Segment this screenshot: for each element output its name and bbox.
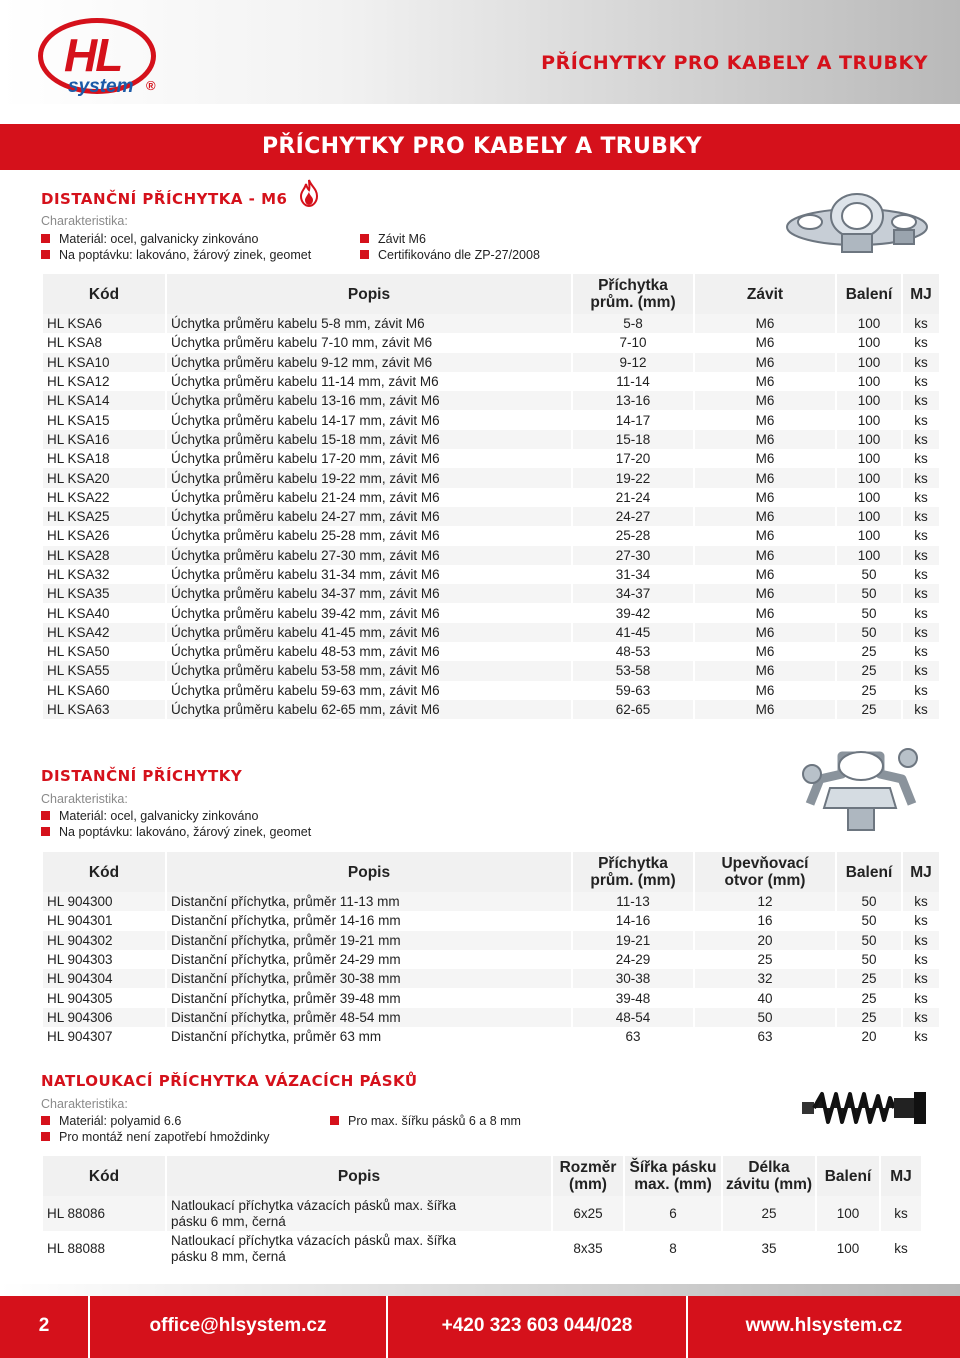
- table-cell: 19-22: [573, 468, 693, 487]
- table-cell: M6: [695, 565, 835, 584]
- table-cell: ks: [903, 391, 939, 410]
- table-cell: 25: [837, 700, 901, 719]
- table-cell: 63: [695, 1027, 835, 1046]
- table-row: [43, 584, 939, 603]
- bullet-item: Na poptávku: lakováno, žárový zinek, geomet: [41, 825, 311, 839]
- table-cell: HL 904306: [43, 1008, 165, 1027]
- table-cell: 30-38: [573, 969, 693, 988]
- table-cell: Úchytka průměru kabelu 13-16 mm, závit M6: [167, 391, 571, 410]
- table-cell: HL KSA8: [43, 333, 165, 352]
- table-cell: 25: [695, 950, 835, 969]
- table-row: [43, 969, 939, 988]
- table-cell: ks: [903, 1027, 939, 1046]
- table-cell: 8x35: [553, 1231, 623, 1266]
- table-cell: Úchytka průměru kabelu 48-53 mm, závit M6: [167, 642, 571, 661]
- column-header: MJ: [903, 274, 939, 314]
- column-header: Balení: [837, 274, 901, 314]
- table-cell: HL 904301: [43, 911, 165, 930]
- table-cell: ks: [903, 700, 939, 719]
- column-header: Popis: [167, 1156, 551, 1196]
- table-cell: HL KSA42: [43, 623, 165, 642]
- table-cell: HL 88086: [43, 1196, 165, 1231]
- column-header: Popis: [167, 274, 571, 314]
- table-cell: 50: [837, 584, 901, 603]
- table-cell: Distanční příchytka, průměr 14-16 mm: [167, 911, 571, 930]
- table-cell: 25: [837, 661, 901, 680]
- table-cell: 62-65: [573, 700, 693, 719]
- table-cell: 13-16: [573, 391, 693, 410]
- table-cell: M6: [695, 700, 835, 719]
- table-cell: Distanční příchytka, průměr 39-48 mm: [167, 988, 571, 1007]
- table-cell: M6: [695, 314, 835, 333]
- table-cell: Úchytka průměru kabelu 14-17 mm, závit M6: [167, 410, 571, 429]
- table-cell: HL 904302: [43, 931, 165, 950]
- table-cell: M6: [695, 526, 835, 545]
- product-image-distance-clip-m6: [782, 182, 932, 262]
- table-cell: Distanční příchytka, průměr 63 mm: [167, 1027, 571, 1046]
- table-cell: 15-18: [573, 430, 693, 449]
- footer-phone-link[interactable]: +420 323 603 044/028: [441, 1315, 633, 1336]
- table-cell: 39-48: [573, 988, 693, 1007]
- table-cell: HL 904304: [43, 969, 165, 988]
- table-cell: ks: [903, 661, 939, 680]
- table-cell: Úchytka průměru kabelu 53-58 mm, závit M6: [167, 661, 571, 680]
- table-cell: Úchytka průměru kabelu 59-63 mm, závit M6: [167, 681, 571, 700]
- table-cell: Distanční příchytka, průměr 48-54 mm: [167, 1008, 571, 1027]
- table-cell: 20: [837, 1027, 901, 1046]
- product-image-distance-clips: [790, 744, 930, 838]
- table-cell: 100: [837, 430, 901, 449]
- table-cell: ks: [903, 988, 939, 1007]
- table-cell: 53-58: [573, 661, 693, 680]
- table-cell: HL 88088: [43, 1231, 165, 1266]
- table-cell: 100: [837, 391, 901, 410]
- section-title-tie-mount: NATLOUKACÍ PŘÍCHYTKA VÁZACÍCH PÁSKŮ: [41, 1072, 418, 1090]
- table-cell: Natloukací příchytka vázacích pásků max. šířka pásku 8 mm, černá: [167, 1231, 551, 1266]
- header-title: PŘÍCHYTKY PRO KABELY A TRUBKY: [541, 52, 928, 74]
- table-cell: ks: [903, 488, 939, 507]
- table-cell: ks: [903, 892, 939, 911]
- bullet-item: Materiál: ocel, galvanicky zinkováno: [41, 809, 258, 823]
- table-cell: 100: [837, 410, 901, 429]
- table-cell: HL KSA12: [43, 372, 165, 391]
- table-row: [43, 314, 939, 333]
- table-cell: Úchytka průměru kabelu 25-28 mm, závit M6: [167, 526, 571, 545]
- table-cell: ks: [903, 642, 939, 661]
- table-cell: 34-37: [573, 584, 693, 603]
- column-header: Délka závitu (mm): [723, 1156, 815, 1196]
- table-cell: Distanční příchytka, průměr 30-38 mm: [167, 969, 571, 988]
- table-cell: 25: [837, 1008, 901, 1027]
- characteristics-label: Charakteristika:: [41, 214, 128, 228]
- table-cell: HL KSA20: [43, 468, 165, 487]
- table-cell: 12: [695, 892, 835, 911]
- table-cell: M6: [695, 333, 835, 352]
- characteristics-label: Charakteristika:: [41, 1097, 128, 1111]
- table-cell: Úchytka průměru kabelu 41-45 mm, závit M6: [167, 623, 571, 642]
- table-row: [43, 623, 939, 642]
- table-row: [43, 353, 939, 372]
- column-header: Upevňovací otvor (mm): [695, 852, 835, 892]
- table-cell: 5-8: [573, 314, 693, 333]
- table-cell: 100: [817, 1196, 879, 1231]
- table-cell: ks: [903, 603, 939, 622]
- table-cell: ks: [881, 1196, 921, 1231]
- table-row: [43, 892, 939, 911]
- table-cell: Distanční příchytka, průměr 24-29 mm: [167, 950, 571, 969]
- table-cell: M6: [695, 546, 835, 565]
- table-cell: ks: [903, 430, 939, 449]
- table-cell: 48-53: [573, 642, 693, 661]
- table-cell: HL 904307: [43, 1027, 165, 1046]
- table-row: [43, 449, 939, 468]
- table-cell: M6: [695, 430, 835, 449]
- table-cell: 41-45: [573, 623, 693, 642]
- table-cell: M6: [695, 584, 835, 603]
- table-cell: ks: [903, 565, 939, 584]
- page-number: 2: [38, 1315, 50, 1336]
- table-cell: 100: [837, 314, 901, 333]
- table-cell: 100: [837, 353, 901, 372]
- table-cell: 40: [695, 988, 835, 1007]
- table-distance-clip-m6: [41, 274, 941, 719]
- table-cell: Úchytka průměru kabelu 5-8 mm, závit M6: [167, 314, 571, 333]
- column-header: MJ: [881, 1156, 921, 1196]
- table-cell: ks: [903, 584, 939, 603]
- column-header: Kód: [43, 1156, 165, 1196]
- table-cell: 63: [573, 1027, 693, 1046]
- product-image-tie-mount: [800, 1088, 930, 1128]
- table-cell: M6: [695, 372, 835, 391]
- table-cell: 50: [837, 911, 901, 930]
- table-cell: Úchytka průměru kabelu 11-14 mm, závit M6: [167, 372, 571, 391]
- table-cell: ks: [903, 333, 939, 352]
- table-cell: ks: [903, 911, 939, 930]
- table-cell: Úchytka průměru kabelu 27-30 mm, závit M6: [167, 546, 571, 565]
- table-row: [43, 372, 939, 391]
- table-cell: Úchytka průměru kabelu 39-42 mm, závit M6: [167, 603, 571, 622]
- table-cell: ks: [903, 314, 939, 333]
- table-cell: M6: [695, 353, 835, 372]
- column-header: Závit: [695, 274, 835, 314]
- column-header: MJ: [903, 852, 939, 892]
- bullet-item: Pro max. šířku pásků 6 a 8 mm: [330, 1114, 521, 1128]
- table-cell: 100: [837, 526, 901, 545]
- table-cell: 14-16: [573, 911, 693, 930]
- table-cell: Úchytka průměru kabelu 24-27 mm, závit M6: [167, 507, 571, 526]
- table-cell: M6: [695, 391, 835, 410]
- table-row: [43, 488, 939, 507]
- table-cell: Distanční příchytka, průměr 19-21 mm: [167, 931, 571, 950]
- table-cell: Úchytka průměru kabelu 9-12 mm, závit M6: [167, 353, 571, 372]
- table-cell: 100: [837, 333, 901, 352]
- table-distance-clips: [41, 852, 941, 1046]
- table-cell: HL KSA35: [43, 584, 165, 603]
- table-cell: Distanční příchytka, průměr 11-13 mm: [167, 892, 571, 911]
- table-row: [43, 526, 939, 545]
- table-cell: ks: [903, 1008, 939, 1027]
- table-cell: 50: [695, 1008, 835, 1027]
- table-cell: 17-20: [573, 449, 693, 468]
- column-header: Popis: [167, 852, 571, 892]
- footer-web-link[interactable]: www.hlsystem.cz: [745, 1315, 903, 1336]
- table-cell: HL KSA25: [43, 507, 165, 526]
- column-header: Příchytka prům. (mm): [573, 274, 693, 314]
- table-cell: HL KSA14: [43, 391, 165, 410]
- column-header: Rozměr (mm): [553, 1156, 623, 1196]
- characteristics-label: Charakteristika:: [41, 792, 128, 806]
- table-cell: 25: [837, 681, 901, 700]
- column-header: Balení: [817, 1156, 879, 1196]
- table-cell: 50: [837, 950, 901, 969]
- table-row: [43, 911, 939, 930]
- table-cell: Úchytka průměru kabelu 34-37 mm, závit M6: [167, 584, 571, 603]
- table-cell: 25-28: [573, 526, 693, 545]
- table-cell: 8: [625, 1231, 721, 1266]
- table-row: [43, 642, 939, 661]
- table-row: [43, 661, 939, 680]
- table-cell: 39-42: [573, 603, 693, 622]
- table-cell: 50: [837, 565, 901, 584]
- table-cell: ks: [903, 468, 939, 487]
- column-header: Kód: [43, 852, 165, 892]
- logo-subtext: system: [68, 76, 134, 97]
- table-cell: ks: [903, 623, 939, 642]
- table-cell: 25: [837, 642, 901, 661]
- column-header: Příchytka prům. (mm): [573, 852, 693, 892]
- table-cell: M6: [695, 449, 835, 468]
- table-cell: HL KSA26: [43, 526, 165, 545]
- table-cell: 100: [837, 449, 901, 468]
- table-cell: 9-12: [573, 353, 693, 372]
- table-cell: Úchytka průměru kabelu 7-10 mm, závit M6: [167, 333, 571, 352]
- table-cell: 100: [837, 488, 901, 507]
- table-cell: HL KSA28: [43, 546, 165, 565]
- table-cell: HL 904303: [43, 950, 165, 969]
- table-cell: ks: [903, 410, 939, 429]
- flame-icon: [298, 179, 320, 207]
- table-cell: 21-24: [573, 488, 693, 507]
- table-cell: ks: [903, 681, 939, 700]
- table-cell: 100: [837, 468, 901, 487]
- table-cell: 6: [625, 1196, 721, 1231]
- table-cell: 50: [837, 892, 901, 911]
- table-cell: 59-63: [573, 681, 693, 700]
- table-cell: HL 904305: [43, 988, 165, 1007]
- table-row: [43, 988, 939, 1007]
- table-row: [43, 507, 939, 526]
- table-row: [43, 1027, 939, 1046]
- table-cell: ks: [903, 353, 939, 372]
- table-cell: HL KSA63: [43, 700, 165, 719]
- table-row: [43, 1231, 921, 1266]
- bullet-item: Materiál: ocel, galvanicky zinkováno: [41, 232, 258, 246]
- table-row: [43, 430, 939, 449]
- table-cell: M6: [695, 468, 835, 487]
- column-header: Balení: [837, 852, 901, 892]
- table-row: [43, 931, 939, 950]
- table-cell: 35: [723, 1231, 815, 1266]
- table-cell: ks: [903, 546, 939, 565]
- table-cell: 24-27: [573, 507, 693, 526]
- footer-gradient: [0, 1284, 960, 1296]
- table-cell: HL KSA6: [43, 314, 165, 333]
- table-cell: 100: [837, 546, 901, 565]
- section-title-m6: DISTANČNÍ PŘÍCHYTKA - M6: [41, 190, 288, 208]
- table-cell: 25: [837, 969, 901, 988]
- table-cell: M6: [695, 661, 835, 680]
- table-row: [43, 1008, 939, 1027]
- table-cell: 31-34: [573, 565, 693, 584]
- table-cell: HL KSA15: [43, 410, 165, 429]
- table-cell: HL KSA10: [43, 353, 165, 372]
- bullet-item: Certifikováno dle ZP-27/2008: [360, 248, 540, 262]
- table-cell: M6: [695, 642, 835, 661]
- table-cell: Úchytka průměru kabelu 15-18 mm, závit M6: [167, 430, 571, 449]
- table-cell: Úchytka průměru kabelu 21-24 mm, závit M6: [167, 488, 571, 507]
- bullet-item: Pro montáž není zapotřebí hmoždinky: [41, 1130, 270, 1144]
- table-cell: ks: [903, 372, 939, 391]
- table-row: [43, 681, 939, 700]
- page-title: PŘÍCHYTKY PRO KABELY A TRUBKY: [262, 134, 702, 159]
- table-cell: 6x25: [553, 1196, 623, 1231]
- table-cell: ks: [881, 1231, 921, 1266]
- table-cell: 19-21: [573, 931, 693, 950]
- table-cell: HL KSA22: [43, 488, 165, 507]
- table-cell: ks: [903, 526, 939, 545]
- table-cell: HL KSA18: [43, 449, 165, 468]
- table-cell: 7-10: [573, 333, 693, 352]
- table-cell: 14-17: [573, 410, 693, 429]
- table-row: [43, 565, 939, 584]
- table-cell: Úchytka průměru kabelu 31-34 mm, závit M6: [167, 565, 571, 584]
- bullet-item: Na poptávku: lakováno, žárový zinek, geomet: [41, 248, 311, 262]
- table-cell: HL KSA16: [43, 430, 165, 449]
- company-logo[interactable]: [38, 18, 168, 100]
- bullet-item: Materiál: polyamid 6.6: [41, 1114, 181, 1128]
- table-cell: M6: [695, 410, 835, 429]
- table-cell: 100: [837, 507, 901, 526]
- table-cell: ks: [903, 969, 939, 988]
- table-cell: Úchytka průměru kabelu 17-20 mm, závit M6: [167, 449, 571, 468]
- table-cell: ks: [903, 931, 939, 950]
- table-cell: Úchytka průměru kabelu 19-22 mm, závit M6: [167, 468, 571, 487]
- table-row: [43, 546, 939, 565]
- table-cell: 100: [817, 1231, 879, 1266]
- table-cell: 24-29: [573, 950, 693, 969]
- logo-text: HL: [64, 29, 122, 81]
- table-cell: ks: [903, 950, 939, 969]
- table-cell: 48-54: [573, 1008, 693, 1027]
- table-cell: ks: [903, 507, 939, 526]
- table-cell: M6: [695, 507, 835, 526]
- table-cell: HL KSA50: [43, 642, 165, 661]
- table-cell: 11-13: [573, 892, 693, 911]
- table-cell: 100: [837, 372, 901, 391]
- table-row: [43, 410, 939, 429]
- registered-mark: ®: [146, 78, 156, 93]
- table-cell: HL KSA40: [43, 603, 165, 622]
- table-cell: 20: [695, 931, 835, 950]
- table-cell: HL KSA55: [43, 661, 165, 680]
- table-row: [43, 1196, 921, 1231]
- table-row: [43, 603, 939, 622]
- table-cell: ks: [903, 449, 939, 468]
- table-cell: HL KSA60: [43, 681, 165, 700]
- table-row: [43, 391, 939, 410]
- column-header: Šířka pásku max. (mm): [625, 1156, 721, 1196]
- table-cell: M6: [695, 623, 835, 642]
- table-cell: 27-30: [573, 546, 693, 565]
- table-tie-mount: [41, 1156, 923, 1266]
- table-cell: 25: [723, 1196, 815, 1231]
- table-cell: HL KSA32: [43, 565, 165, 584]
- table-cell: 50: [837, 603, 901, 622]
- table-cell: 11-14: [573, 372, 693, 391]
- table-row: [43, 950, 939, 969]
- section-title-distance-clips: DISTANČNÍ PŘÍCHYTKY: [41, 767, 243, 785]
- column-header: Kód: [43, 274, 165, 314]
- table-cell: M6: [695, 681, 835, 700]
- table-cell: HL 904300: [43, 892, 165, 911]
- table-cell: 50: [837, 623, 901, 642]
- table-row: [43, 333, 939, 352]
- table-cell: 16: [695, 911, 835, 930]
- bullet-item: Závit M6: [360, 232, 426, 246]
- table-row: [43, 468, 939, 487]
- table-cell: 50: [837, 931, 901, 950]
- table-cell: Úchytka průměru kabelu 62-65 mm, závit M6: [167, 700, 571, 719]
- table-cell: M6: [695, 603, 835, 622]
- table-cell: 32: [695, 969, 835, 988]
- table-row: [43, 700, 939, 719]
- table-cell: 25: [837, 988, 901, 1007]
- footer-email-link[interactable]: office@hlsystem.cz: [149, 1315, 327, 1336]
- table-cell: Natloukací příchytka vázacích pásků max. šířka pásku 6 mm, černá: [167, 1196, 551, 1231]
- table-cell: M6: [695, 488, 835, 507]
